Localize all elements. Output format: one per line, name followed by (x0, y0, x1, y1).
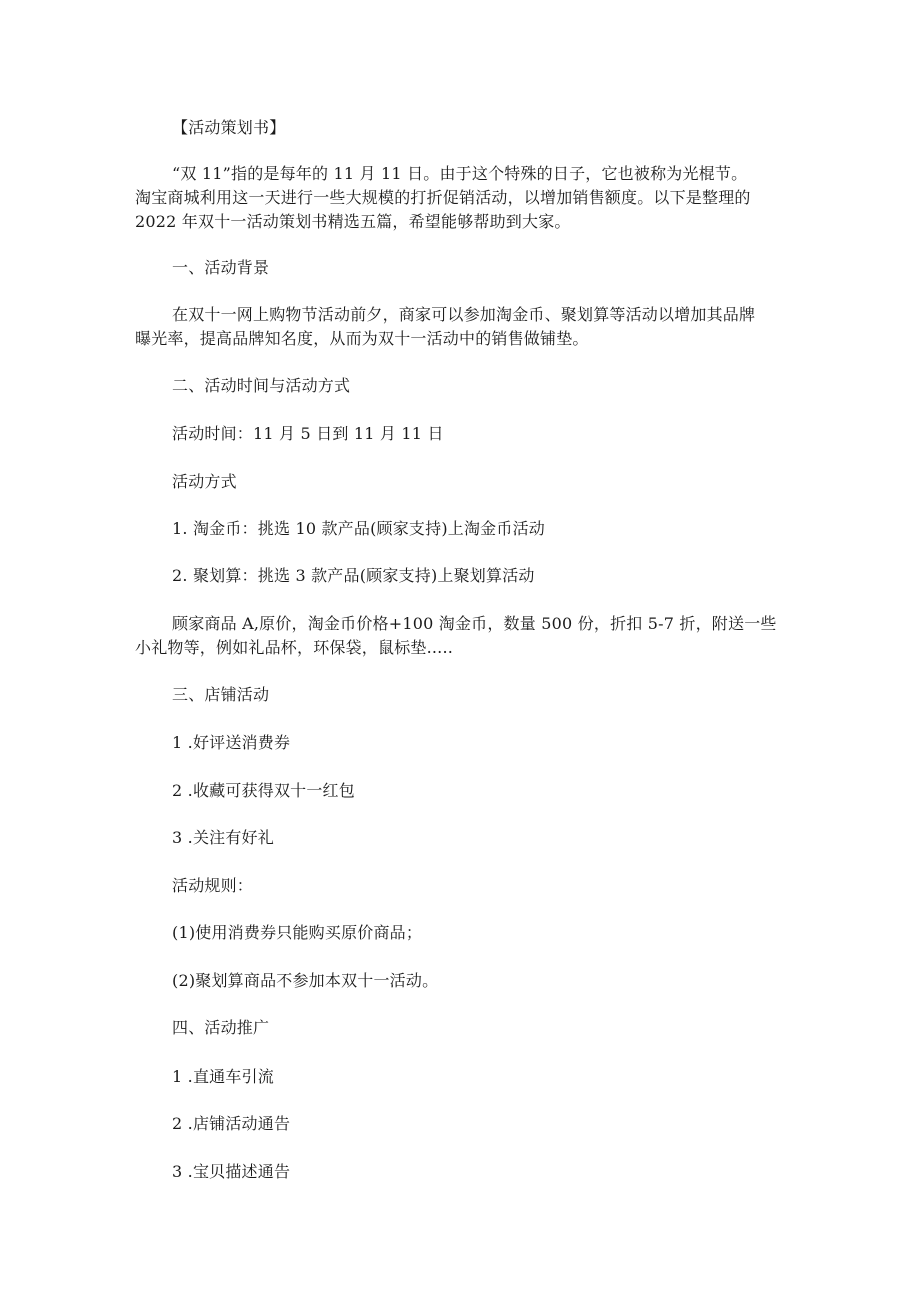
section-heading-time-method: 二、活动时间与活动方式 (172, 376, 351, 395)
background-line-2: 曝光率，提高品牌知名度，从而为双十一活动中的销售做铺垫。 (135, 329, 589, 348)
activity-method-label: 活动方式 (172, 472, 237, 491)
activity-rules-label: 活动规则： (172, 876, 254, 895)
store-item-2: 2 .收藏可获得双十一红包 (172, 781, 355, 800)
document-title: 【活动策划书】 (172, 118, 286, 137)
promotion-item-2: 2 .店铺活动通告 (172, 1114, 291, 1133)
intro-line-2: 淘宝商城利用这一天进行一些大规模的打折促销活动，以增加销售额度。以下是整理的 (135, 188, 751, 207)
method-item-1: 1. 淘金币：挑选 10 款产品(顾家支持)上淘金币活动 (172, 519, 545, 538)
store-item-1: 1 .好评送消费券 (172, 733, 291, 752)
product-detail-line-1: 顾家商品 A,原价，淘金币价格+100 淘金币，数量 500 份，折扣 5-7 折，附送一些 (172, 614, 777, 633)
section-heading-promotion: 四、活动推广 (172, 1018, 270, 1037)
activity-time: 活动时间：11 月 5 日到 11 月 11 日 (172, 424, 444, 443)
promotion-item-3: 3 .宝贝描述通告 (172, 1162, 291, 1181)
promotion-item-1: 1 .直通车引流 (172, 1067, 274, 1086)
store-item-3: 3 .关注有好礼 (172, 828, 274, 847)
section-heading-store-activity: 三、店铺活动 (172, 685, 270, 704)
intro-line-3: 2022 年双十一活动策划书精选五篇，希望能够帮助到大家。 (135, 212, 571, 231)
intro-line-1: “双 11”指的是每年的 11 月 11 日。由于这个特殊的日子，它也被称为光棍节。 (172, 164, 748, 183)
background-line-1: 在双十一网上购物节活动前夕，商家可以参加淘金币、聚划算等活动以增加其品牌 (172, 305, 756, 324)
rule-item-2: (2)聚划算商品不参加本双十一活动。 (172, 971, 439, 990)
rule-item-1: (1)使用消费券只能购买原价商品； (172, 923, 423, 942)
method-item-2: 2. 聚划算：挑选 3 款产品(顾家支持)上聚划算活动 (172, 566, 535, 585)
section-heading-background: 一、活动背景 (172, 258, 270, 277)
product-detail-line-2: 小礼物等，例如礼品杯，环保袋，鼠标垫..... (135, 638, 454, 657)
